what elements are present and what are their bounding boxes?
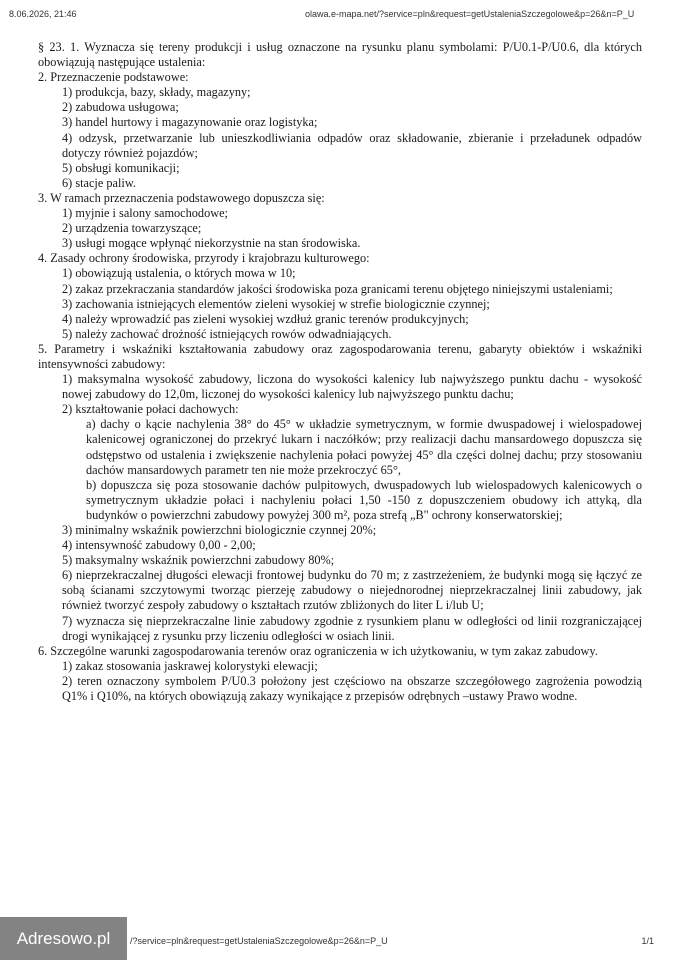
list-item: 3) minimalny wskaźnik powierzchni biologicznie czynnej 20%; (62, 523, 377, 537)
print-header (0, 5, 678, 21)
list-item: 6) stacje paliw. (62, 175, 136, 190)
list-item: 4) należy wprowadzić pas zieleni wysokiej wzdłuż granic terenów produkcyjnych; (62, 311, 469, 326)
list-item: 1) obowiązują ustalenia, o których mowa w 10; (62, 266, 296, 281)
list-item: 5) obsługi komunikacji; (62, 160, 180, 175)
list-item: 4) intensywność zabudowy 0,00 - 2,00; (62, 538, 256, 553)
list-item: 1) zakaz stosowania jaskrawej kolorystyki elewacji; (62, 658, 318, 673)
list-item: 2) teren oznaczony symbolem P/U0.3 położony jest częściowo na obszarze szczegółowego zagrożenia powodzią Q1% i Q10%, na których obowiązują zakazy wynikające z przepisów odrębnych –ustawy Prawo wodne. (62, 673, 642, 704)
list-item: 4) odzysk, przetwarzanie lub unieszkodliwiania odpadów oraz składowanie, zbieranie i przeładunek odpadów dotyczy również pojazdów; (62, 130, 642, 160)
section-paragraph: 4. Zasady ochrony środowiska, przyrody i krajobrazu kulturowego: (38, 251, 370, 266)
list-item: 5) należy zachować drożność istniejących rowów odwadniających. (62, 326, 392, 341)
list-item: 3) usługi mogące wpłynąć niekorzystnie na stan środowiska. (62, 236, 361, 251)
list-item: 6) nieprzekraczalnej długości elewacji frontowej budynku do 70 m; z zastrzeżeniem, że budynki mogą się łączyć ze sobą ścianami szczytowymi tworząc pierzeję zabudowy o niejednorodnej nieprzekraczalnej linii zabudowy, jak również tworzyć zespoły zabudowy o kształtach rzutów zbliżonych do liter L i/lub U; (62, 568, 642, 613)
list-item: 1) maksymalna wysokość zabudowy, liczona do wysokości kalenicy lub najwyższego punktu dachu - wysokość nowej zabudowy do 12,0m, liczonej do wysokości kalenicy lub najwyższego punktu dachu; (62, 372, 642, 402)
list-item: 3) zachowania istniejących elementów zieleni wysokiej w strefie biologicznie czynnej; (62, 296, 490, 311)
list-item: 2) zabudowa usługowa; (62, 100, 179, 115)
section-paragraph: 2. Przeznaczenie podstawowe: (38, 70, 189, 85)
list-item: 7) wyznacza się nieprzekraczalne linie zabudowy zgodnie z rysunkiem planu w odległości od linii rozgraniczającej drogi wynikającej z rysunku przy liczeniu odległości w osiach linii. (62, 613, 642, 643)
list-item: 2) urządzenia towarzyszące; (62, 221, 202, 236)
document-body (38, 40, 642, 704)
list-item: a) dachy o kącie nachylenia 38° do 45° w układzie symetrycznym, w formie dwuspadowej i wielospadowej kalenicowej ograniczonej do przekryć lukarn i naczółków; przy realizacji dachu mansardowego dopuszcza się odstępstwo od ustalenia i zwiększenie nachylenia połaci powyżej 45° dla części dolnej dachu; przy stosowaniu dachów mansardowych parametr ten nie może przekroczyć 65°, (86, 417, 642, 477)
list-item: 1) myjnie i salony samochodowe; (62, 206, 228, 221)
section-paragraph: 5. Parametry i wskaźniki kształtowania zabudowy oraz zagospodarowania terenu, gabaryty obiektów i wskaźniki intensywności zabudowy: (38, 341, 642, 371)
section-paragraph: 3. W ramach przeznaczenia podstawowego dopuszcza się: (38, 190, 325, 205)
list-item: 2) kształtowanie połaci dachowych: (62, 402, 239, 417)
list-item: 2) zakaz przekraczania standardów jakości środowiska poza granicami terenu objętego niniejszymi ustaleniami; (62, 281, 613, 296)
print-datetime: 8.06.2026, 21:46 (9, 9, 77, 19)
section-paragraph: 6. Szczególne warunki zagospodarowania terenów oraz ograniczenia w ich użytkowaniu, w tym zakaz zabudowy. (38, 643, 598, 658)
footer-url: /?service=pln&request=getUstaleniaSzczegolowe&p=26&n=P_U (130, 936, 388, 946)
page-number: 1/1 (641, 936, 654, 946)
section-paragraph: § 23. 1. Wyznacza się tereny produkcji i usług oznaczone na rysunku planu symbolami: P/U0.1-P/U0.6, dla których obowiązują następujące ustalenia: (38, 40, 642, 70)
list-item: 3) handel hurtowy i magazynowanie oraz logistyka; (62, 115, 318, 130)
watermark-logo: Adresowo.pl (0, 917, 127, 960)
list-item: 1) produkcja, bazy, składy, magazyny; (62, 85, 251, 100)
print-url: olawa.e-mapa.net/?service=pln&request=getUstaleniaSzczegolowe&p=26&n=P_U (305, 9, 635, 19)
list-item: 5) maksymalny wskaźnik powierzchni zabudowy 80%; (62, 553, 335, 568)
list-item: b) dopuszcza się poza stosowanie dachów pulpitowych, dwuspadowych lub wielospadowych kalenicowych o symetrycznym układzie połaci i nachyleniu połaci 1,50 -150 z dopuszczeniem obudowy ich attyką, dla budynków o powierzchni zabudowy powyżej 300 m², poza strefą „B" ochrony konserwatorskiej; (86, 477, 642, 522)
